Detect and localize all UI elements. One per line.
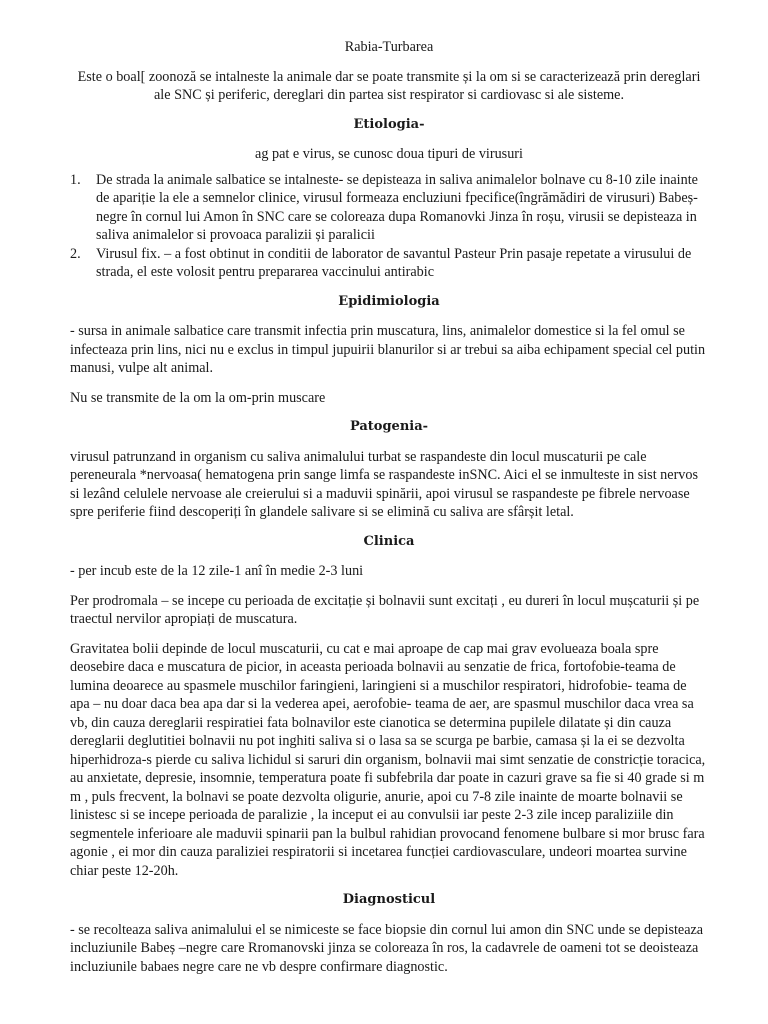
heading-epidemiologia: Epidimiologia: [338, 293, 440, 309]
list-number: 1.: [70, 171, 81, 188]
patogenia-paragraph: virusul patrunzand in organism cu saliva animalului turbat se raspandeste din locul muscaturii pe cale pereneurala *nervoasa( hematogena prin sange limfa se raspandeste inSNC. Aici el se inmulteste in sist nervos si lezând celulele nervoase ale creierului si a maduvii spinării, apoi virusul se raspandeste pe fibrele nervoase spre periferie fiind descoperiți în glandele salivare si se elimină cu saliva are sfârșit letal.: [70, 448, 699, 520]
epidemiologia-paragraph-1: - sursa in animale salbatice care transmit infectia prin muscatura, lins, animalelor domestice si la fel omul se infecteaza prin lins, nici nu e exclus in timpul jupuirii blanurilor si ar trebui sa aiba echipament special cel putin manusi, vulpe alt animal.: [70, 323, 706, 376]
document-title: Rabia-Turbarea: [344, 39, 434, 55]
heading-clinica: Clinica: [363, 533, 415, 549]
heading-etiologia: Etiologia-: [353, 116, 425, 132]
list-item-text: Virusul fix. – a fost obtinut in conditii de laborator de savantul Pasteur Prin pasaje repetate a virusului de strada, el este volosit pentru prepararea vaccinului antirabic: [96, 245, 692, 280]
list-item: [70, 245, 708, 282]
epidemiologia-paragraph-2: Nu se transmite de la om la om-prin muscare: [70, 389, 326, 406]
list-number: 2.: [70, 245, 81, 262]
clinica-paragraph-2: Per prodromala – se incepe cu perioada de excitație și bolnavii sunt excitați , eu dureri în locul mușcaturii și pe traectul nervilor apropiați de muscatura.: [70, 592, 700, 627]
heading-diagnosticul: Diagnosticul: [342, 892, 436, 907]
intro-paragraph: Este o boal[ zoonoză se intalneste la animale dar se poate transmite și la om si se caracterizează prin dereglari ale SNC și periferic, dereglari din partea sist respirator si cardiovasc si ale sisteme.: [77, 68, 701, 103]
etiologia-text: ag pat e virus, se cunosc doua tipuri de virusuri: [255, 146, 523, 162]
list-item-text: De strada la animale salbatice se intalneste- se depisteaza in saliva animalelor bolnave cu 8-10 zile inainte de apariție la ele a semnelor clinice, virusul formeaza encluziuni fpecifice(îngrămădiri de virusuri) Babeș-negre în cornul lui Amon în SNC care se coloreaza dupa Romanovki Jinza în roșu, virusii se depisteaza in saliva animalelor si provoaca paralizii și paralicii: [96, 171, 698, 243]
clinica-paragraph-3: Gravitatea bolii depinde de locul muscaturii, cu cat e mai aproape de cap mai grav evolueaza boala spre deosebire daca e muscatura de picior, in aceasta perioada bolnavii au senzatie de frica, fortofobie-teama de lumina deoarece au spasmele muschilor faringieni, laringieni si a muschilor respiratori, hidrofobie- teama de apa – nu doar daca bea apa dar si la vederea apei, aerofobie- teama de aer, are spasmul muschilor daca vrea sa vb, din cauza dereglarii respiratiei fata bolnavilor este cianotica se determina pupilele dilatate și din cauza dereglarii deglutitiei bolnavii nu pot inghiti saliva si o lasa sa se scurga pe barbie, camasa și la ei se dezvolta hiperhidroza-s pierde cu saliva lichidul si saruri din organism, bolnavii mai simt senzatie de constricție toracica, au anxietate, depresie, insomnie, temperatura poate fi subfebrila dar poate in cazuri grave sa fie si 40 grade si m m , puls frecvent, la bolnavi se poate dezvolta oligurie, anurie, apoi cu 7-8 zile inainte de moarte bolnavii se linistesc si se incepe perioada de paralizie , la inceput ei au convulsii iar peste 2-3 zile incep paraliziile din segmentele inferioare ale maduvii spinarii pan la bulbul rahidian provocand fenomene bulbare si mor brusc fara agonie , ei mor din cauza paraliziei respiratorii si incetarea funcției cardiovasculare, undeori moartea survine chiar peste 12-20h.: [70, 640, 706, 879]
clinica-paragraph-1: - per incub este de la 12 zile-1 anî în medie 2-3 luni: [70, 563, 364, 579]
list-item: [70, 171, 708, 245]
etiologia-list: [70, 171, 708, 282]
diagnosticul-paragraph: - se recolteaza saliva animalului el se nimiceste se face biopsie din cornul lui amon din SNC unde se depisteaza incluziunile Babeș –negre care Rromanovski jinza se coloreaza în ros, la cadavrele de oameni tot se deoisteaza incluziunile babaes negre care ne vb despre confirmare diagnostic.: [70, 921, 704, 975]
heading-patogenia: Patogenia-: [349, 419, 429, 434]
